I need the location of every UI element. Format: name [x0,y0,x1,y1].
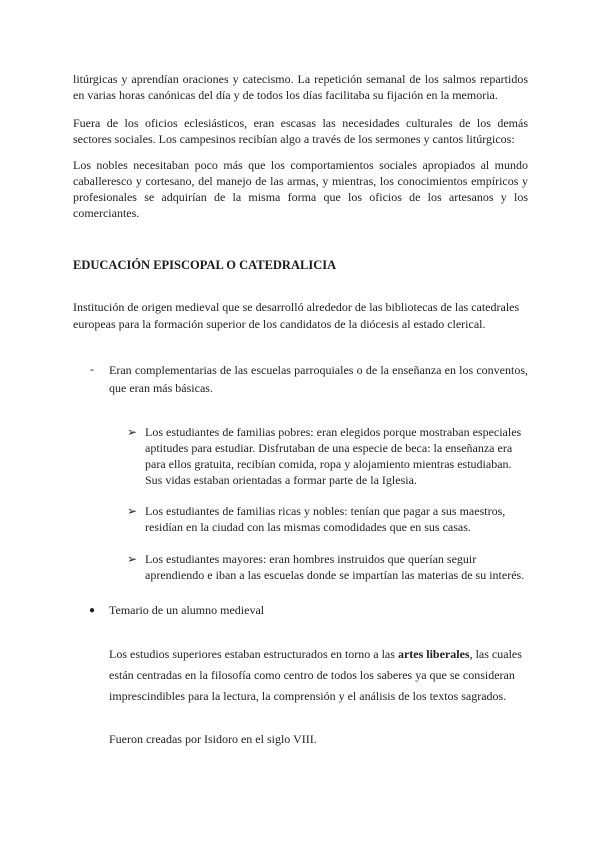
temario-text-end: , las cuales están centradas en la filosofía como centro de todos los saberes ya que se consideran imprescindibles para la lectura, la comprensión y el análisis de los textos sagrados. [109,647,522,703]
dash-marker: - [90,362,94,376]
arrow-marker-icon: ➢ [127,552,138,566]
paragraph-nobles: Los nobles necesitaban poco más que los comportamientos sociales apropiados al mundo caballeresco y cortesano, del manejo de las armas, y mientras, los conocimientos empíricos y profesionales se adquirían de la misma forma que los oficios de los artesanos y los comerciantes. [73,158,528,220]
section-heading: EDUCACIÓN EPISCOPAL O CATEDRALICIA [73,258,337,272]
bullet-item-text: Temario de un alumno medieval [109,603,265,617]
dash-item-text: Eran complementarias de las escuelas parroquiales o de la enseñanza en los conventos, que eran más básicas. [109,363,528,395]
temario-paragraph [109,644,529,707]
section-intro: Institución de origen medieval que se desarrolló alrededor de las bibliotecas de las catedrales europeas para la formación superior de los candidatos de la diócesis al estado clerical. [73,300,520,331]
arrow-item-older-students: Los estudiantes mayores: eran hombres instruidos que querían seguir aprendiendo e iban a las escuelas donde se impartían las materias de su interés. [145,552,525,582]
arrow-marker-icon: ➢ [127,425,138,439]
arrow-marker-icon: ➢ [127,504,138,518]
arrow-item-rich-students: Los estudiantes de familias ricas y nobles: tenían que pagar a sus maestros, residían en la ciudad con las mismas comodidades que en sus casas. [145,504,506,534]
arrow-item-poor-students: Los estudiantes de familias pobres: eran elegidos porque mostraban especiales aptitudes para estudiar. Disfrutaban de una especie de beca: la enseñanza era para ellos gratuita, recibían comida, ropa y alojamiento mientras estudiaban. Sus vidas estaban orientadas a formar parte de la Iglesia. [145,425,522,487]
paragraph-liturgy: litúrgicas y aprendían oraciones y catecismo. La repetición semanal de los salmos repartidos en varias horas canónicas del día y de todos los días facilitaba su fijación en la memoria. [73,72,528,102]
closing-line: Fueron creadas por Isidoro en el siglo VIII. [109,732,317,746]
temario-text-start: Los estudios superiores estaban estructurados en torno a las [109,647,398,661]
artes-liberales-term: artes liberales [397,647,470,661]
paragraph-social-needs: Fuera de los oficios eclesiásticos, eran escasas las necesidades culturales de los demás sectores sociales. Los campesinos recibían algo a través de los sermones y cantos litúrgicos: [73,116,528,146]
bullet-icon: ● [89,605,96,616]
